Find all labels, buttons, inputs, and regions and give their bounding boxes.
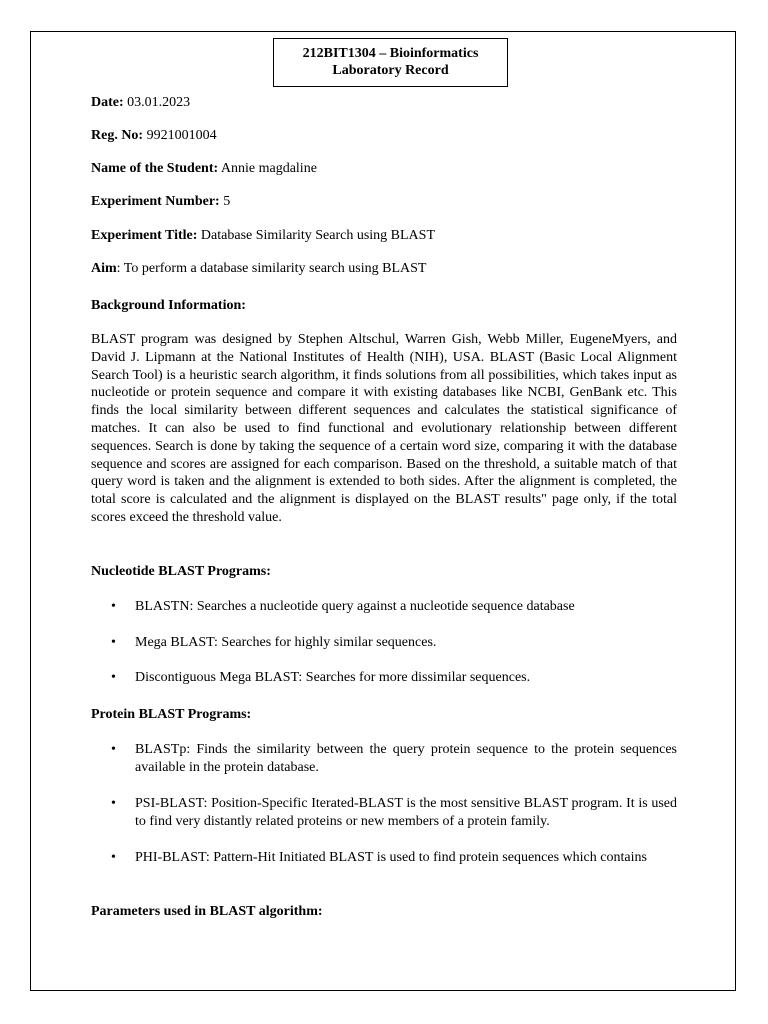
list-item bbox=[91, 598, 677, 616]
list-item bbox=[91, 795, 677, 831]
background-heading: Background Information: bbox=[91, 298, 246, 313]
list-item-text: Mega BLAST: Searches for highly similar sequences. bbox=[135, 635, 437, 650]
list-item-text: BLASTN: Searches a nucleotide query against a nucleotide sequence database bbox=[135, 599, 575, 614]
parameters-heading: Parameters used in BLAST algorithm: bbox=[91, 904, 323, 919]
experiment-number-field bbox=[91, 193, 230, 210]
list-item bbox=[91, 741, 677, 777]
bullet-icon: • bbox=[111, 599, 116, 614]
reg-no-value: 9921001004 bbox=[146, 128, 217, 143]
background-paragraph: BLAST program was designed by Stephen Altschul, Warren Gish, Webb Miller, EugeneMyers, and David J. Lipmann at the National Institutes of Health (NIH), USA. BLAST (Basic Local Alignment Search Tool) is a heuristic search algorithm, it finds solutions from all possibilities, which takes input as nucleotide or protein sequence and compare it with existing databases like NCBI, GenBank etc. This finds the local similarity between different sequences and calculates the statistical significance of matches. It can also be used to find functional and evolutionary relationship between different sequences. Search is done by taking the sequence of a certain word size, comparing it with the database sequence and scores are assigned for each comparison. Based on the threshold, a suitable match of that query word is taken and the alignment is extended to both sides. After the alignment is completed, the total score is calculated and the alignment is displayed on the BLAST results" page only, if the total scores exceed the threshold value. bbox=[91, 332, 677, 525]
experiment-title-label: Experiment Title: bbox=[91, 228, 198, 243]
experiment-number-label: Experiment Number: bbox=[91, 194, 220, 209]
aim-field bbox=[91, 260, 426, 277]
reg-no-label: Reg. No: bbox=[91, 128, 144, 143]
list-item bbox=[91, 669, 677, 687]
nucleotide-programs-heading: Nucleotide BLAST Programs: bbox=[91, 564, 271, 579]
student-name-value: Annie magdaline bbox=[220, 161, 317, 176]
bullet-icon: • bbox=[111, 670, 116, 685]
date-value: 03.01.2023 bbox=[127, 95, 191, 110]
list-item bbox=[91, 849, 677, 867]
bullet-icon: • bbox=[111, 742, 116, 757]
date-label: Date: bbox=[91, 95, 124, 110]
aim-value: : To perform a database similarity search using BLAST bbox=[116, 261, 427, 276]
experiment-title-field bbox=[91, 227, 435, 244]
bullet-icon: • bbox=[111, 635, 116, 650]
document-header-box bbox=[273, 38, 508, 87]
header-course-title: 212BIT1304 – Bioinformatics bbox=[302, 46, 479, 61]
bullet-icon: • bbox=[111, 796, 116, 811]
list-item-text: PSI-BLAST: Position-Specific Iterated-BLAST is the most sensitive BLAST program. It is used to find very distantly related proteins or new members of a protein family. bbox=[135, 796, 677, 829]
student-name-label: Name of the Student: bbox=[91, 161, 219, 176]
header-record-title: Laboratory Record bbox=[332, 63, 449, 78]
bullet-icon: • bbox=[111, 850, 116, 865]
list-item-text: PHI-BLAST: Pattern-Hit Initiated BLAST is used to find protein sequences which contains bbox=[135, 850, 647, 865]
list-item bbox=[91, 634, 677, 652]
reg-no-field bbox=[91, 127, 217, 144]
student-name-field bbox=[91, 160, 317, 177]
protein-programs-heading: Protein BLAST Programs: bbox=[91, 707, 252, 722]
aim-label: Aim bbox=[91, 261, 117, 276]
list-item-text: BLASTp: Finds the similarity between the query protein sequence to the protein sequences available in the protein database. bbox=[135, 742, 677, 775]
list-item-text: Discontiguous Mega BLAST: Searches for more dissimilar sequences. bbox=[135, 670, 531, 685]
experiment-title-value: Database Similarity Search using BLAST bbox=[200, 228, 435, 243]
date-field bbox=[91, 94, 190, 111]
experiment-number-value: 5 bbox=[223, 194, 231, 209]
